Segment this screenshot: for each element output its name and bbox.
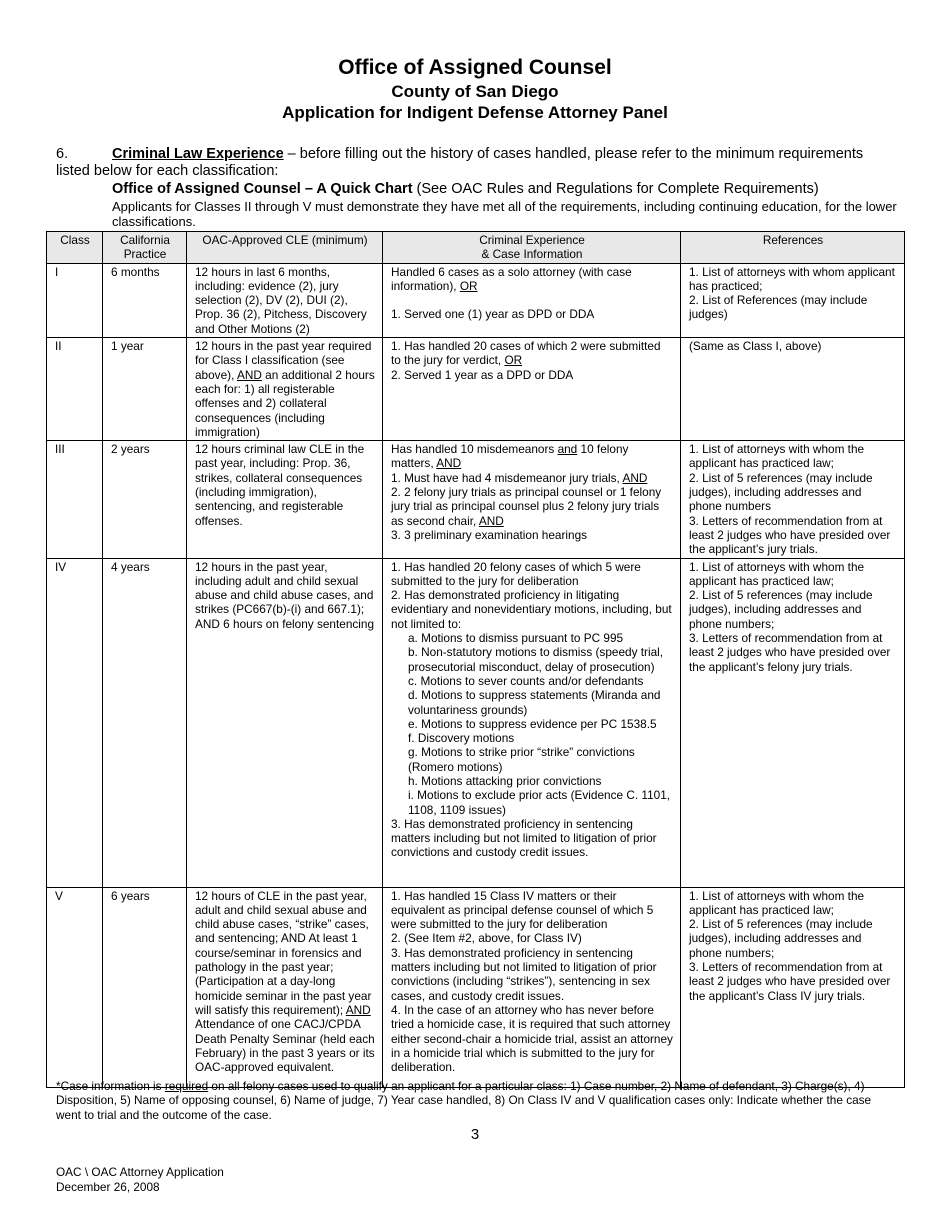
cell-experience: Handled 6 cases as a solo attorney (with case information), OR 1. Served one (1) year as DPD or DDA — [383, 263, 681, 337]
form-title: Application for Indigent Defense Attorney Panel — [282, 103, 668, 122]
cell-class: I — [47, 263, 103, 337]
cell-class: II — [47, 338, 103, 441]
table-row — [47, 558, 905, 887]
header-references: References — [681, 232, 905, 264]
cell-references: 1. List of attorneys with whom the applicant has practiced law; 2. List of 5 references (may include judges), including addresses and phone numbers; 3. Letters of recommendation from at least 2 judges who have presided over the applicant’s felony jury trials. — [681, 558, 905, 887]
header-class: Class — [47, 232, 103, 264]
cell-experience: 1. Has handled 15 Class IV matters or their equivalent as principal defense counsel of which 5 were submitted to the jury for deliberation 2. (See Item #2, above, for Class IV) 3. Has demonstrated proficiency in sentencing matters including but not limited to litigation of prior convictions (including “strikes”), sentencing in sex cases, and custody credit issues. 4. In the case of an attorney who has never before tried a homicide case, it is required that such attorney either second-chair a homicide trial, assist an attorney in a homicide trial which is submitted to the jury for deliberation. — [383, 887, 681, 1087]
chart-note: Applicants for Classes II through V must demonstrate they have met all of the requirements, including continuing education, for the lower classifications. — [112, 199, 897, 229]
chart-title — [112, 181, 912, 197]
cell-practice: 6 months — [103, 263, 187, 337]
section-intro — [56, 146, 896, 180]
classification-table — [46, 231, 905, 1088]
cell-cle: 12 hours criminal law CLE in the past year, including: Prop. 36, strikes, collateral consequences (including immigration), sentencing, and registerable offenses. — [187, 441, 383, 558]
cell-cle: 12 hours in the past year required for Class I classification (see above), AND an additional 2 hours each for: 1) all registerable offenses and 2) collateral consequences (including immigration) — [187, 338, 383, 441]
cell-cle: 12 hours of CLE in the past year, adult and child sexual abuse and child abuse cases, “strike” cases, and sentencing; AND At least 1 course/seminar in forensics and pathology in the past year; (Participation at a day-long homicide seminar in the past year will satisfy this requirement); AND Attendance of one CACJ/CPDA Death Penalty Seminar (held each February) in the past 3 years or its OAC-approved equivalent. — [187, 887, 383, 1087]
table-header-row — [47, 232, 905, 264]
cell-references: 1. List of attorneys with whom the applicant has practiced law; 2. List of 5 references (may include judges), including addresses and phone numbers; 3. Letters of recommendation from at least 2 judges who have presided over the applicant’s Class IV jury trials. — [681, 887, 905, 1087]
table-row — [47, 887, 905, 1087]
cell-cle: 12 hours in the past year, including adult and child sexual abuse and child abuse cases, and strikes (PC667(b)-(i) and 667.1); AND 6 hours on felony sentencing — [187, 558, 383, 887]
cell-experience: 1. Has handled 20 cases of which 2 were submitted to the jury for verdict, OR 2. Served 1 year as a DPD or DDA — [383, 338, 681, 441]
cell-practice: 1 year — [103, 338, 187, 441]
page-title: Office of Assigned Counsel — [338, 56, 612, 79]
page-subtitle: County of San Diego — [391, 82, 559, 101]
cell-class: III — [47, 441, 103, 558]
footnote: *Case information is required on all felony cases used to qualify an applicant for a particular class: 1) Case number, 2) Name of defendant, 3) Charge(s), 4) Disposition, 5) Name of opposing counsel, 6) Name of judge, 7) Year case handled, 8) On Class IV and V qualification cases only: Indicate whether the case went to trial and the outcome of the case. — [56, 1079, 872, 1122]
chart-title-bold: Office of Assigned Counsel – A Quick Chart — [112, 181, 413, 197]
cell-experience: Has handled 10 misdemeanors and 10 felony matters, AND 1. Must have had 4 misdemeanor jury trials, AND 2. 2 felony jury trials as principal counsel or 1 felony jury trial as principal counsel plus 2 felony jury trials as second chair, AND 3. 3 preliminary examination hearings — [383, 441, 681, 558]
cell-class: V — [47, 887, 103, 1087]
table-row — [47, 263, 905, 337]
cell-practice: 6 years — [103, 887, 187, 1087]
cell-class: IV — [47, 558, 103, 887]
chart-title-rest: (See OAC Rules and Regulations for Complete Requirements) — [412, 181, 819, 197]
section-number: 6. — [56, 146, 69, 162]
cell-references: 1. List of attorneys with whom applicant has practiced; 2. List of References (may include judges) — [681, 263, 905, 337]
cell-references: (Same as Class I, above) — [681, 338, 905, 441]
cell-practice: 2 years — [103, 441, 187, 558]
section-title: Criminal Law Experience — [112, 146, 284, 162]
header-experience: Criminal Experience & Case Information — [383, 232, 681, 264]
section-text: – before filling out the history of cases handled, please refer to the minimum requirements listed below for each classification: — [56, 146, 864, 179]
cell-cle: 12 hours in last 6 months, including: evidence (2), jury selection (2), DV (2), DUI (2), Prop. 36 (2), Pitchess, Discovery and Other Motions (2) — [187, 263, 383, 337]
table-row — [47, 441, 905, 558]
footer-path: OAC \ OAC Attorney Application — [56, 1165, 224, 1179]
cell-practice: 4 years — [103, 558, 187, 887]
footer-date: December 26, 2008 — [56, 1180, 160, 1194]
cell-experience: 1. Has handled 20 felony cases of which 5 were submitted to the jury for deliberation 2. Has demonstrated proficiency in litigating evidentiary and nonevidentiary motions, including, but not limited to: a. Motions to dismiss pursuant to PC 995 b. Non-statutory motions to dismiss (speedy trial, prosecutorial misconduct, delay of prosecution) c. Motions to sever counts and/or defendants d. Motions to suppress statements (Miranda and voluntariness grounds) e. Motions to suppress evidence per PC 1538.5 f. Discovery motions g. Motions to strike prior “strike” convictions (Romero motions) h. Motions attacking prior convictions i. Motions to exclude prior acts (Evidence C. 1101, 1108, 1109 issues) 3. Has demonstrated proficiency in sentencing matters including but not limited to litigation of prior convictions and custody credit issues. — [383, 558, 681, 887]
header-practice: California Practice — [103, 232, 187, 264]
page-number: 3 — [470, 1126, 480, 1143]
cell-references: 1. List of attorneys with whom the applicant has practiced law; 2. List of 5 references (may include judges), including addresses and phone numbers 3. Letters of recommendation from at least 2 judges who have presided over the applicant’s jury trials. — [681, 441, 905, 558]
table-row — [47, 338, 905, 441]
header-cle: OAC-Approved CLE (minimum) — [187, 232, 383, 264]
